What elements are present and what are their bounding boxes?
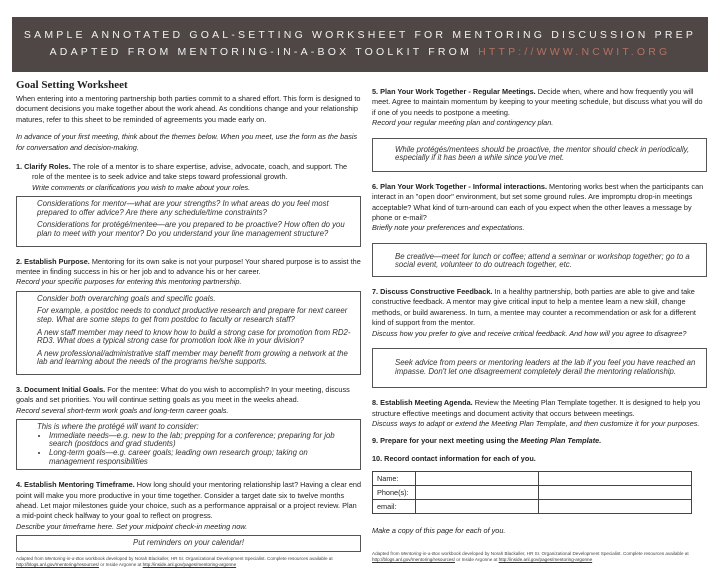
title-banner — [12, 17, 708, 72]
section-timeframe — [16, 480, 361, 532]
section-heading: 6. Plan Your Work Together - Informal interactions. — [372, 181, 548, 191]
section-heading: 1. Clarify Roles. — [16, 162, 71, 172]
resources-link[interactable]: http://blogs.anl.gov/mentoring/resources/ — [16, 561, 99, 567]
box-text: Considerations for mentor—what are your strengths? In what areas do you feel most prepared to offer advice? Are there any schedule/time constraints? — [37, 199, 329, 217]
inside-argonne-link[interactable]: http://inside.anl.gov/pages/mentoring-argonne — [498, 556, 593, 562]
informal-notes-box[interactable] — [372, 243, 707, 277]
resources-link[interactable]: http://blogs.anl.gov/mentoring/resources/ — [372, 556, 455, 562]
inside-argonne-link[interactable]: http://inside.anl.gov/pages/mentoring-argonne — [142, 561, 237, 567]
section-prompt: Discuss how you prefer to give and receive critical feedback. And how will you agree to disagree? — [372, 328, 687, 338]
section-contact-info: 10. Record contact information for each of you. — [372, 453, 536, 463]
banner-source-text: ADAPTED FROM MENTORING-IN-A-BOX TOOLKIT FROM — [49, 46, 479, 58]
roles-notes-box[interactable] — [16, 196, 361, 246]
box-text: Be creative—meet for lunch or coffee; attend a seminar or workshop together; go to a social event, volunteer to do outreach together, etc. — [395, 251, 690, 270]
meetings-notes-box[interactable] — [372, 138, 707, 172]
feedback-notes-box[interactable] — [372, 348, 707, 388]
box-text: A new staff member may need to know how to build a strong case for promotion from RD2-RD3. What does a typical strong case for promotion look like in your division? — [37, 327, 351, 346]
mentee-phone-cell[interactable] — [539, 486, 692, 500]
section-prompt: Describe your timeframe here. Set your midpoint check-in meeting now. — [16, 521, 248, 531]
bullet-item: • Long-term goals—e.g. career goals; leading own research group; taking on management responsibilities — [49, 449, 352, 466]
banner-line-2 — [12, 44, 708, 61]
section-regular-meetings — [372, 87, 707, 129]
advance-note: In advance of your first meeting, think about the themes below. When you meet, use the form as the basis for conversation and decision-making. — [16, 132, 358, 152]
section-clarify-roles — [16, 162, 361, 193]
mentee-email-cell[interactable] — [539, 500, 692, 514]
box-text: Consider both overarching goals and specific goals. — [37, 293, 216, 303]
left-column — [16, 78, 361, 568]
box-text: Considerations for protégé/mentee—are you prepared to be proactive? How often do you plan to meet with your mentor? Do you understand your line management structure? — [37, 220, 345, 239]
box-text: Seek advice from peers or mentoring leaders at the lab if you feel you have reached an impasse. Don't let one disagreement completely derail the mentoring relationship. — [395, 358, 696, 376]
worksheet-title: Goal Setting Worksheet — [16, 79, 128, 91]
mentor-email-cell[interactable] — [416, 500, 539, 514]
footer-credit: Adapted from Mentoring-in-a-Box workbook developed by Norah Blackaller, HR Sr. Organizational Development Specialist. Complete resources available at http://blogs.anl.gov/mentoring/resources/ or Inside Argonne at http://inside.anl.gov/pages/mentoring-argonne — [16, 555, 333, 567]
section-prompt: Record your regular meeting plan and contingency plan. — [372, 118, 554, 128]
box-text: While protégés/mentees should be proactive, the mentor should check in periodically, especially if it has been a while since you've met. — [395, 144, 690, 163]
timeframe-notes-box[interactable] — [16, 535, 361, 552]
row-label: email: — [373, 500, 416, 514]
goals-notes-box[interactable] — [16, 419, 361, 470]
section-prompt: Briefly note your preferences and expectations. — [372, 223, 525, 233]
box-text: Put reminders on your calendar! — [133, 538, 244, 548]
section-text: The role of a mentor is to share expertise, advise, advocate, coach, and support. The role of the mentee is to seek advice and take steps toward professional growth. — [32, 162, 348, 182]
bullet-item: • Immediate needs—e.g. new to the lab; prepping for a conference; preparing for job search (postdocs and grad students) — [49, 432, 352, 449]
section-heading: 3. Document Initial Goals. — [16, 385, 106, 394]
mentee-name-cell[interactable] — [539, 472, 692, 486]
box-text: This is where the protégé will want to consider: — [37, 422, 199, 432]
section-heading: 5. Plan Your Work Together - Regular Meetings. — [372, 87, 536, 96]
ncwit-link[interactable]: HTTP://WWW.NCWIT.ORG — [478, 46, 671, 58]
section-heading: 4. Establish Mentoring Timeframe. — [16, 480, 135, 490]
copy-note: Make a copy of this page for each of you. — [372, 526, 506, 536]
section-establish-purpose — [16, 257, 361, 288]
table-row — [373, 500, 692, 514]
section-prompt: Record several short-term work goals and long-term career goals. — [16, 405, 229, 415]
section-text: In a healthy partnership, both parties are able to give and take constructive feedback. A mentor may give critical input to help a mentee learn a new skill, change methods, or build awareness. In turn, a mentee may counter a recommendation or ask for a different kind of support from the mentor. — [372, 287, 696, 328]
box-text: A new professional/administrative staff member may benefit from growing a network at the lab and learning about the needs of the programs he/she supports. — [37, 348, 348, 367]
section-text: How long should your mentoring relationship last? Having a clear end point will make you more productive in your time together. Consider a target date six to twelve months ahead. Let major milestones guide your choice, such as a performance appraisal or a project review. Plan a mid-point check halfway to your goal to reflect on progress. — [16, 480, 362, 521]
section-informal-interactions — [372, 182, 707, 234]
banner-line-1: SAMPLE ANNOTATED GOAL-SETTING WORKSHEET FOR MENTORING DISCUSSION PREP — [23, 29, 697, 41]
contact-table — [372, 471, 692, 514]
section-text: For the mentee: What do you wish to accomplish? In your meeting, discuss goals and set priorities. You will continue setting goals as you meet in the weeks ahead. — [16, 385, 350, 405]
row-label: Phone(s): — [373, 486, 416, 500]
section-initial-goals — [16, 385, 361, 416]
section-text: Decide when, where and how frequently you will meet. Agree to maintain momentum by keeping to your meeting schedule, but discuss what you will do if one of you needs to postpone a meeting. — [372, 87, 703, 117]
section-text: Mentoring works best when the participants can interact in an "open door" environment, but set some ground rules. Are impromptu drop-in meetings acceptable? What kind of turn-around can each of you expect when the other leaves a message by phone or e-mail? — [372, 181, 704, 223]
intro-text: When entering into a mentoring partnership both parties commit to a shared effort. This form is designed to document decisions you make together about the work ahead. As conditions change and your relationship matures, refer to this sheet to be reminded of agreements you made early on. — [16, 94, 361, 124]
mentor-name-cell[interactable] — [416, 472, 539, 486]
section-prompt: Write comments or clarifications you wish to make about your roles. — [32, 182, 251, 192]
mentor-phone-cell[interactable] — [416, 486, 539, 500]
table-row — [373, 486, 692, 500]
purpose-notes-box[interactable] — [16, 291, 361, 375]
section-prompt: Record your specific purposes for entering this mentoring partnership. — [16, 277, 242, 287]
section-text: Mentoring for its own sake is not your purpose! Your shared purpose is to assist the mentee in finding success in his or her job and to advance his or her career. — [16, 256, 361, 277]
row-label: Name: — [373, 472, 416, 486]
section-heading: 2. Establish Purpose. — [16, 256, 90, 266]
section-heading: 8. Establish Meeting Agenda. — [372, 398, 473, 408]
right-column — [372, 87, 707, 563]
footer-credit: Adapted from Mentoring-in-a-Box workbook developed by Norah Blackaller, HR Sr. Organizational Development Specialist. Complete resources available at http://blogs.anl.gov/mentoring/resources/ or Inside Argonne at http://inside.anl.gov/pages/mentoring-argonne — [372, 550, 689, 562]
section-next-meeting: 9. Prepare for your next meeting using the Meeting Plan Template. — [372, 436, 602, 446]
table-row — [373, 472, 692, 486]
section-prompt: Discuss ways to adapt or extend the Meeting Plan Template, and then customize it for your purposes. — [372, 419, 700, 429]
section-text: Review the Meeting Plan Template together. It is designed to help you structure effective meetings and document activity that occurs between meetings. — [372, 398, 701, 418]
section-feedback — [372, 287, 707, 339]
box-text: For example, a postdoc needs to conduct productive research and prepare for next career step. What are some steps to get from postdoc to faculty or research staff? — [37, 306, 348, 325]
section-meeting-agenda — [372, 398, 707, 429]
section-heading: 7. Discuss Constructive Feedback. — [372, 287, 493, 297]
